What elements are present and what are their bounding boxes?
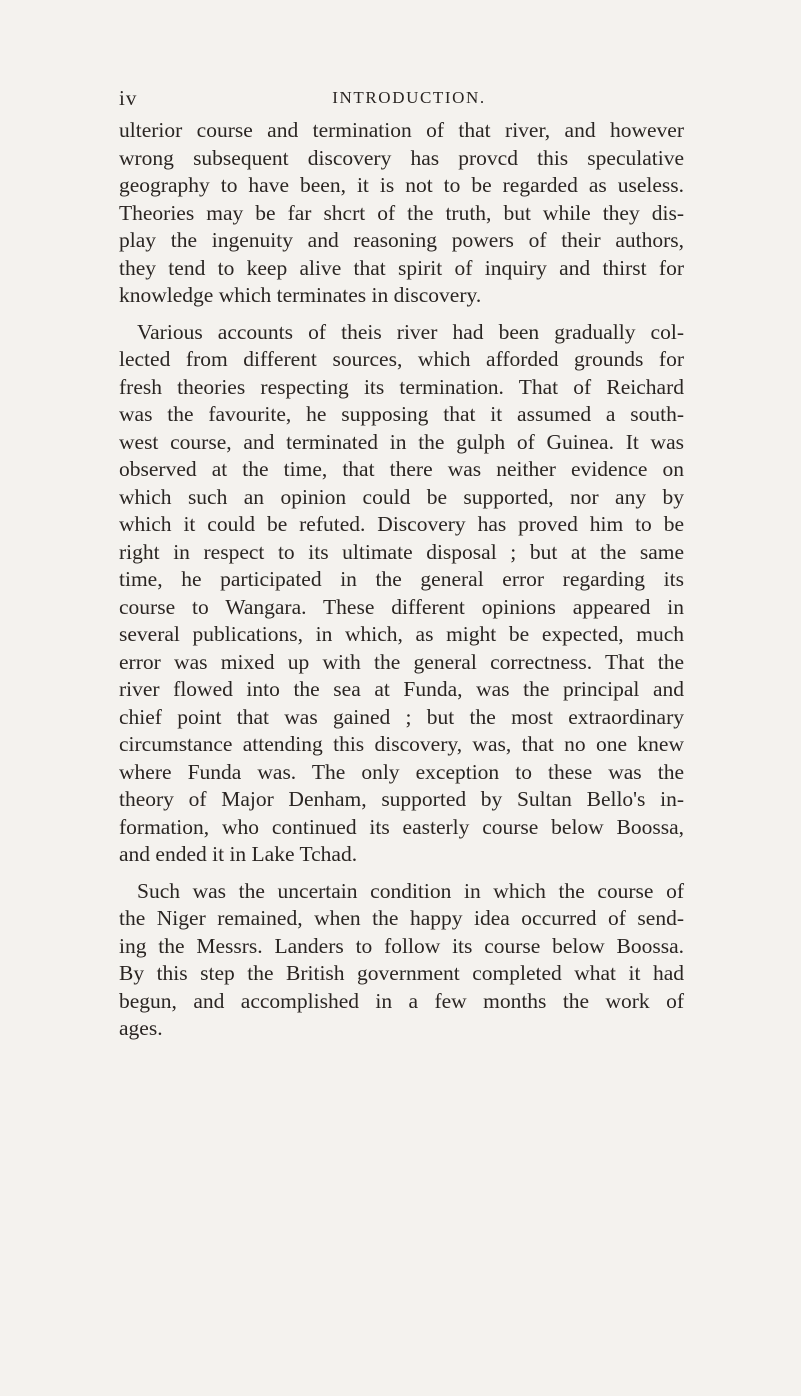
text-line: chief point that was gained ; but the most extraordinary [119,704,684,729]
text-line: circumstance attending this discovery, was, that no one knew [119,732,684,756]
text-line: the Niger remained, when the happy idea occurred of send- [119,906,684,930]
running-title: INTRODUCTION. [332,88,486,107]
text-line: error was mixed up with the general correctness. That the [119,649,684,674]
paragraph-1 [119,117,684,310]
text-line: begun, and accomplished in a few months the work of [119,988,684,1013]
text-line: wrong subsequent discovery has provcd this speculative [119,145,684,170]
body-text [119,117,684,1043]
text-line: time, he participated in the general error regarding its [119,567,684,591]
paragraph-2 [119,319,684,869]
text-line: ing the Messrs. Landers to follow its course below Boossa. [119,933,684,958]
text-line: which it could be refuted. Discovery has proved him to be [119,512,684,536]
text-line: Theories may be far shcrt of the truth, but while they dis- [119,200,684,225]
text-line: lected from different sources, which afforded grounds for [119,347,684,371]
text-line: right in respect to its ultimate disposal ; but at the same [119,539,684,564]
text-line: west course, and terminated in the gulph of Guinea. It was [119,429,684,454]
text-line: Such was the uncertain condition in which the course of [137,878,684,903]
page-number: iv [119,86,138,110]
text-line: observed at the time, that there was neither evidence on [119,457,684,481]
text-line: they tend to keep alive that spirit of inquiry and thirst for [119,255,684,280]
text-line: geography to have been, it is not to be regarded as useless. [119,173,684,197]
paragraph-gap [119,869,684,878]
text-line: several publications, in which, as might be expected, much [119,622,684,646]
text-line: ulterior course and termination of that river, and however [119,118,684,142]
text-line: fresh theories respecting its termination. That of Reichard [119,374,684,399]
text-line: was the favourite, he supposing that it assumed a south- [119,402,684,426]
text-line: course to Wangara. These different opinions appeared in [119,594,684,619]
text-line: By this step the British government completed what it had [119,961,684,985]
text-line: ages. [119,1016,163,1040]
running-head [119,86,679,112]
text-line: and ended it in Lake Tchad. [119,842,358,866]
paragraph-3 [119,878,684,1043]
paragraph-gap [119,310,684,319]
text-line: Various accounts of theis river had been gradually col- [137,319,684,344]
text-line: which such an opinion could be supported, nor any by [119,484,684,509]
text-line: play the ingenuity and reasoning powers of their authors, [119,228,684,252]
text-line: theory of Major Denham, supported by Sultan Bello's in- [119,787,684,811]
text-line: formation, who continued its easterly course below Boossa, [119,814,684,839]
text-line: river flowed into the sea at Funda, was the principal and [119,677,684,701]
text-line: knowledge which terminates in discovery. [119,283,482,307]
text-line: where Funda was. The only exception to these was the [119,759,684,784]
